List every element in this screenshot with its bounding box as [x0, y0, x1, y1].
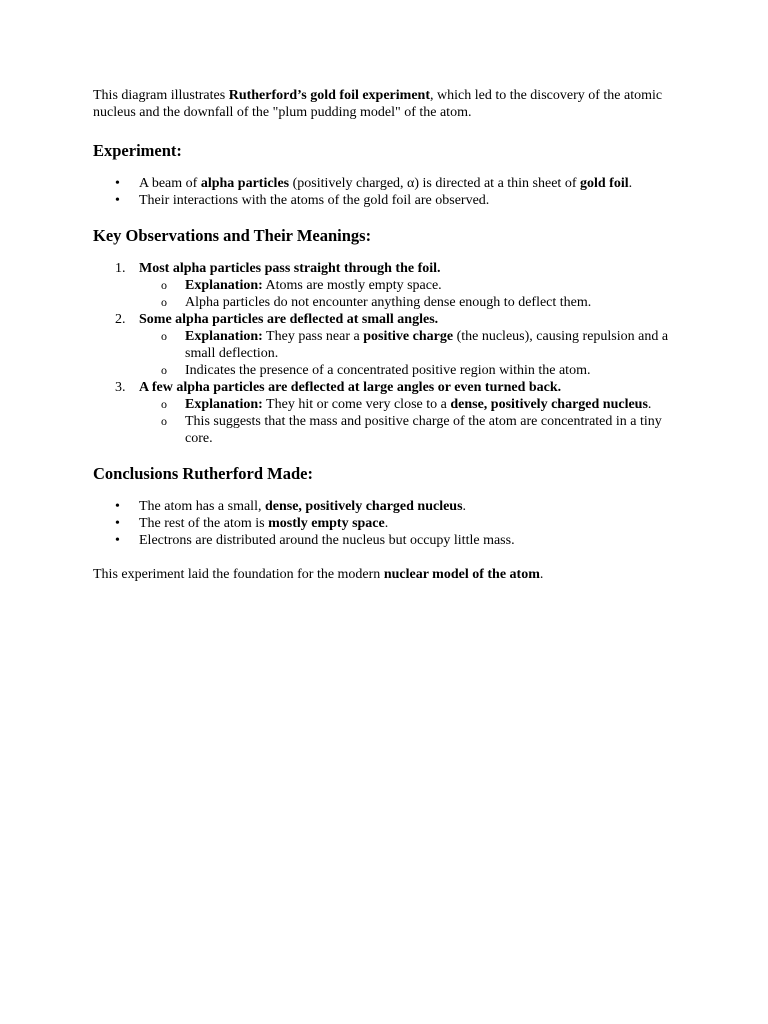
item-bold: gold foil: [580, 176, 629, 191]
experiment-heading: Experiment:: [93, 141, 182, 160]
closing-text: This experiment laid the foundation for the modern: [93, 567, 384, 582]
observation-title: A few alpha particles are deflected at large angles or even turned back.: [139, 380, 562, 395]
sub-list: [139, 277, 683, 311]
sub-bullet-mark: o: [161, 278, 167, 292]
item-text: .: [384, 516, 389, 531]
list-item: [93, 175, 683, 192]
intro-text-end: , which led to the discovery of the atomic nucleus and the downfall of the "plum pudding model" of the atom.: [93, 88, 663, 120]
observation-title: Some alpha particles are deflected at small angles.: [139, 312, 439, 327]
observation-item: [93, 379, 683, 447]
bullet-mark: •: [115, 193, 120, 208]
item-number: 3.: [115, 380, 126, 395]
sub-item: [139, 413, 683, 447]
sub-text: Atoms are mostly empty space.: [262, 278, 442, 293]
item-text: .: [628, 176, 633, 191]
sub-item: [139, 396, 683, 413]
sub-bullet-mark: o: [161, 329, 167, 343]
list-item: [93, 532, 683, 549]
item-text: Their interactions with the atoms of the gold foil are observed.: [139, 193, 490, 208]
list-item: [93, 515, 683, 532]
item-text: (positively charged, α) is directed at a thin sheet of: [289, 176, 580, 191]
sub-text: They pass near a: [262, 329, 364, 344]
sub-bullet-mark: o: [161, 363, 167, 377]
list-item: [93, 498, 683, 515]
observations-heading: Key Observations and Their Meanings:: [93, 226, 372, 245]
sub-list: [139, 396, 683, 447]
sub-bold: positive charge: [363, 329, 454, 344]
closing-paragraph: [93, 566, 683, 583]
observation-item: [93, 311, 683, 379]
sub-text: This suggests that the mass and positive charge of the atom are concentrated in a tiny core.: [185, 414, 662, 446]
observation-item: [93, 260, 683, 311]
item-text: The atom has a small,: [139, 499, 265, 514]
bullet-mark: •: [115, 533, 120, 548]
sub-bold: Explanation:: [185, 397, 263, 412]
sub-bullet-mark: o: [161, 397, 167, 411]
sub-item: [139, 362, 683, 379]
document-body: [93, 87, 683, 583]
sub-bold: Explanation:: [185, 329, 263, 344]
sub-item: [139, 277, 683, 294]
bullet-mark: •: [115, 176, 120, 191]
closing-bold: nuclear model of the atom: [383, 567, 540, 582]
sub-bullet-mark: o: [161, 414, 167, 428]
item-bold: alpha particles: [200, 176, 290, 191]
intro-paragraph: [93, 87, 683, 121]
observation-title: Most alpha particles pass straight through the foil.: [139, 261, 441, 276]
item-text: .: [462, 499, 467, 514]
intro-text: This diagram illustrates: [93, 88, 229, 103]
sub-item: [139, 328, 683, 362]
sub-item: [139, 294, 683, 311]
sub-text: They hit or come very close to a: [262, 397, 451, 412]
sub-list: [139, 328, 683, 379]
item-bold: mostly empty space: [268, 516, 385, 531]
item-text: The rest of the atom is: [139, 516, 269, 531]
closing-text-end: .: [539, 567, 544, 582]
observations-list: [93, 260, 683, 447]
item-bold: dense, positively charged nucleus: [264, 499, 463, 514]
sub-text: (the nucleus), causing repulsion and a small deflection.: [185, 329, 669, 361]
item-number: 1.: [115, 261, 126, 276]
sub-bullet-mark: o: [161, 295, 167, 309]
list-item: [93, 192, 683, 209]
sub-bold: dense, positively charged nucleus: [450, 397, 648, 412]
sub-text: .: [647, 397, 652, 412]
sub-bold: Explanation:: [185, 278, 263, 293]
item-number: 2.: [115, 312, 126, 327]
item-text: Electrons are distributed around the nucleus but occupy little mass.: [139, 533, 515, 548]
conclusions-list: [93, 498, 683, 549]
sub-text: Indicates the presence of a concentrated positive region within the atom.: [185, 363, 591, 378]
sub-text: Alpha particles do not encounter anything dense enough to deflect them.: [185, 295, 592, 310]
intro-bold: Rutherford’s gold foil experiment: [228, 88, 430, 103]
conclusions-heading: Conclusions Rutherford Made:: [93, 464, 314, 483]
experiment-list: [93, 175, 683, 209]
item-text: A beam of: [139, 176, 201, 191]
bullet-mark: •: [115, 516, 120, 531]
bullet-mark: •: [115, 499, 120, 514]
